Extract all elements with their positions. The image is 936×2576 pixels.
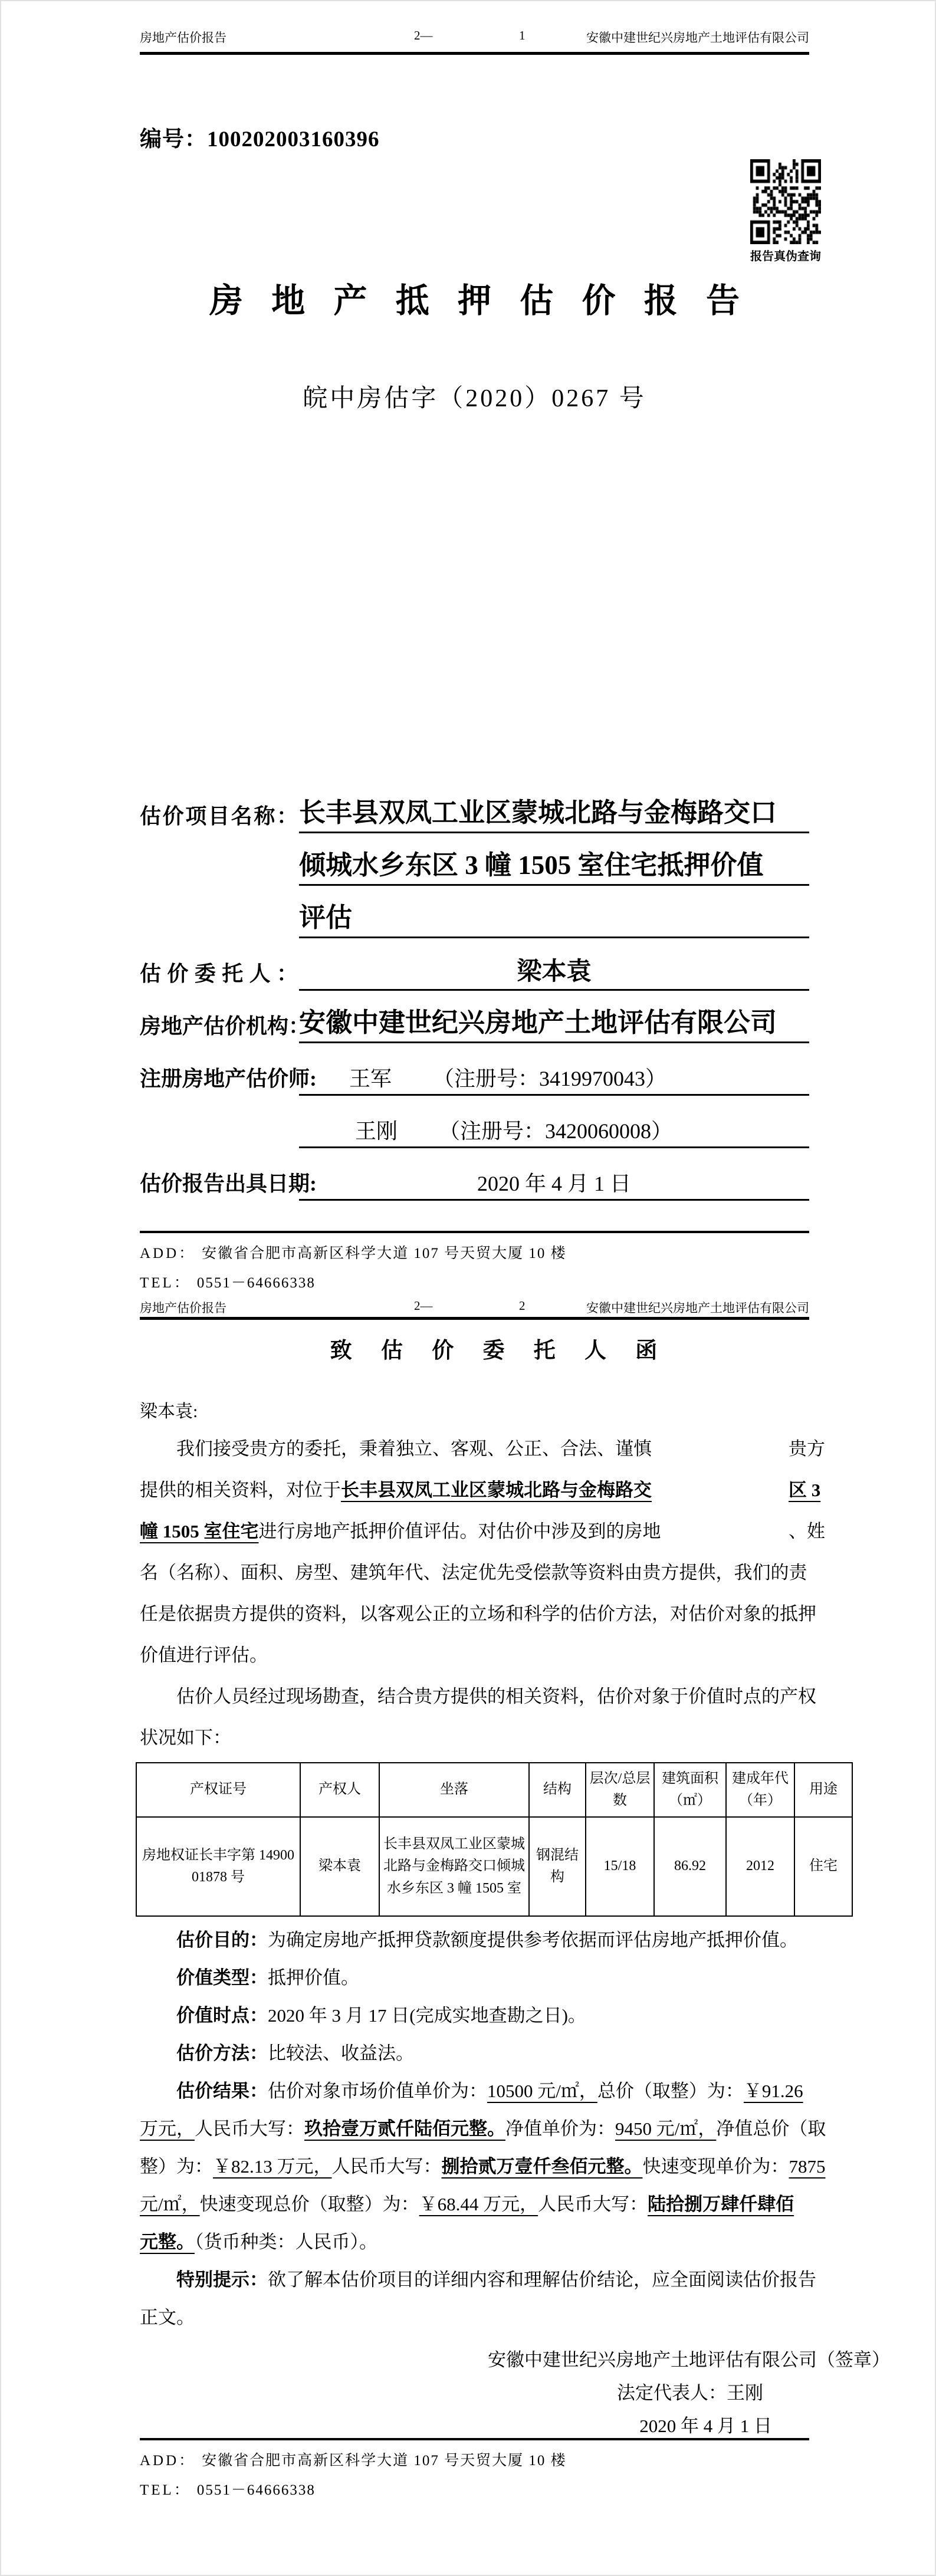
page-header: [140, 28, 809, 46]
address-label: ADD：: [140, 2453, 196, 2469]
field-client: [140, 944, 809, 997]
page-header: [140, 1299, 809, 1316]
cell-certificate-no: 房地权证长丰字第 1490001878 号: [136, 1817, 300, 1916]
cell-owner: 梁本袁: [300, 1817, 379, 1916]
section-label: 估价结果：: [176, 2081, 268, 2101]
line-fragment: 、姓: [789, 1521, 825, 1542]
field-value: [299, 1119, 809, 1148]
section-label: 估价目的：: [176, 1930, 268, 1950]
section-text: 2020 年 3 月 17 日(完成实地查勘之日)。: [268, 2005, 586, 2026]
letter-line-2: [140, 1470, 925, 1511]
quick-sale-unit-price: 元/㎡，: [140, 2194, 200, 2214]
field-appraiser-1: [140, 1049, 809, 1102]
cell-location: 长丰县双凤工业区蒙城北路与金梅路交口倾城水乡东区 3 幢 1505 室: [379, 1817, 529, 1916]
result-line-1: [140, 2072, 925, 2110]
line-text: 我们接受贵方的委托，秉着独立、客观、公正、合法、谨慎: [176, 1438, 652, 1459]
result-text: 人民币大写：: [331, 2156, 442, 2177]
header-doc-type: 房地产估价报告: [140, 31, 226, 45]
field-label: 注册房地产估价师:: [140, 1067, 317, 1090]
page-2: [1, 1289, 936, 2576]
result-text: （货币种类：人民币）。: [195, 2232, 377, 2252]
col-structure: 结构: [529, 1763, 586, 1817]
field-label: 房地产估价机构：: [140, 1014, 310, 1038]
header-rule: [140, 1317, 809, 1320]
header-company: 安徽中建世纪兴房地产土地评估有限公司: [586, 1301, 809, 1315]
field-agency: [140, 997, 809, 1049]
header-page-number: 2: [519, 1299, 526, 1313]
amount-in-words: 捌拾贰万壹仟叁佰元整。: [441, 2156, 643, 2177]
report-number: [140, 121, 380, 153]
property-address-underlined: 长丰县双凤工业区蒙城北路与金梅路交: [341, 1480, 652, 1500]
phone-value: 0551－64666338: [196, 1275, 316, 1291]
result-line-5: [140, 2223, 925, 2261]
col-year-built: 建成年代（年）: [726, 1763, 794, 1817]
cell-floor: 15/18: [586, 1817, 654, 1916]
field-project-name: [140, 787, 809, 839]
phone-value: 0551－64666338: [196, 2482, 316, 2498]
result-text: 快速变现单价为：: [642, 2156, 789, 2177]
appraiser-reg-no: （注册号：3419970043）: [433, 1066, 667, 1090]
col-floor: 层次/总层数: [586, 1763, 654, 1817]
quick-sale-total-price: ￥68.44 万元，: [419, 2194, 538, 2214]
field-value: 长丰县双凤工业区蒙城北路与金梅路交口: [299, 798, 809, 833]
section-text: 比较法、收益法。: [268, 2043, 414, 2064]
address-value: 安徽省合肥市高新区科学大道 107 号天贸大厦 10 楼: [202, 2453, 567, 2469]
letter-line-5: 任是依据贵方提供的资料，以客观公正的立场和科学的估价方法，对估价对象的抵押: [140, 1604, 816, 1624]
letter-line-1: [140, 1428, 925, 1470]
field-value: 倾城水乡东区 3 幢 1505 室住宅抵押价值: [299, 850, 809, 886]
qr-caption: 报告真伪查询: [750, 250, 821, 263]
footer-rule: [140, 2438, 809, 2440]
section-label: 估价方法：: [176, 2043, 268, 2064]
header-pages-total: 2—: [414, 1299, 433, 1313]
letter-line-4: 名（名称）、面积、房型、建筑年代、法定优先受偿款等资料由贵方提供，我们的责: [140, 1562, 807, 1583]
value-type-line: [140, 1959, 925, 1997]
header-pages-total: 2—: [414, 28, 433, 42]
page-footer: [140, 1231, 819, 1292]
field-value: 2020 年 4 月 1 日: [299, 1172, 809, 1201]
line-fragment: 贵方: [789, 1438, 825, 1459]
letter-line-7: 估价人员经过现场勘查，结合贵方提供的相关资料，估价对象于价值时点的产权: [176, 1686, 816, 1707]
cell-year-built: 2012: [726, 1817, 794, 1916]
result-text: 整）为：: [140, 2156, 213, 2177]
field-label: 估价委托人：: [140, 962, 298, 985]
section-text: 为确定房地产抵押贷款额度提供参考依据而评估房地产抵押价值。: [268, 1930, 798, 1950]
signature-date: 2020 年 4 月 1 日: [639, 2416, 772, 2436]
field-value: [299, 1067, 809, 1096]
table-row: [136, 1817, 852, 1916]
section-label: 特别提示：: [176, 2269, 268, 2290]
table-header-row: [136, 1763, 852, 1817]
col-owner: 产权人: [300, 1763, 379, 1817]
footer-rule: [140, 1231, 809, 1233]
method-line: [140, 2035, 925, 2072]
page-footer: [140, 2438, 819, 2499]
field-appraiser-2: [140, 1102, 809, 1154]
col-area: 建筑面积（㎡）: [654, 1763, 726, 1817]
amount-in-words: 陆拾捌万肆仟肆佰: [648, 2194, 794, 2214]
unit-price-value: 10500 元/㎡，: [487, 2081, 597, 2101]
cell-use: 住宅: [794, 1817, 852, 1916]
footer-phone-line: [140, 2478, 819, 2499]
header-doc-type: 房地产估价报告: [140, 1301, 226, 1315]
letter-line-8: 状况如下：: [140, 1727, 231, 1748]
net-unit-price-value: 9450 元/㎡，: [615, 2118, 717, 2139]
phone-label: TEL：: [140, 1275, 191, 1291]
footer-address-line: [140, 1241, 819, 1263]
letter-body: [140, 1428, 925, 1759]
col-use: 用途: [794, 1763, 852, 1817]
letter-salutation: 梁本袁:: [140, 1402, 198, 1421]
footer-address-line: [140, 2449, 819, 2470]
result-line-4: [140, 2186, 925, 2223]
result-text: 估价对象市场价值单价为：: [268, 2081, 487, 2101]
value-date-line: [140, 1997, 925, 2035]
line-fragment: 区 3: [789, 1480, 821, 1500]
header-page-number: 1: [519, 28, 526, 42]
result-text: 人民币大写：: [538, 2194, 648, 2214]
result-line-2: [140, 2110, 925, 2148]
page-1: [1, 1, 936, 1289]
cell-area: 86.92: [654, 1817, 726, 1916]
result-line-3: [140, 2148, 925, 2186]
report-subtitle: 皖中房估字（2020）0267 号: [303, 385, 646, 412]
amount-in-words: 元整。: [140, 2232, 195, 2252]
field-project-name-line3: [140, 892, 809, 944]
notice-line-2: 正文。: [140, 2307, 195, 2328]
field-value: 评估: [299, 903, 809, 938]
signature-company: 安徽中建世纪兴房地产土地评估有限公司（签章）: [488, 2350, 890, 2370]
cell-structure: 钢混结构: [529, 1817, 586, 1916]
appraiser-name: 王军: [349, 1066, 392, 1090]
section-label: 价值类型：: [176, 1967, 268, 1988]
field-label: 估价项目名称：: [140, 804, 298, 828]
cover-fields: [140, 787, 809, 1207]
appraiser-reg-no: （注册号：3420060008）: [439, 1119, 673, 1143]
section-text: 欲了解本估价项目的详细内容和理解估价结论，应全面阅读估价报告: [268, 2269, 816, 2290]
quick-sale-unit-price: 7875: [789, 2156, 826, 2177]
summary-sections: [140, 1921, 925, 2337]
property-address-underlined: 幢 1505 室住宅: [140, 1521, 259, 1542]
letter-title: 致 估 价 委 托 人 函: [330, 1339, 658, 1363]
line-text: 进行房地产抵押价值评估。对估价中涉及到的房地: [258, 1521, 661, 1542]
result-text: 净值总价（取: [716, 2118, 826, 2139]
total-price-value: 万元，: [140, 2118, 195, 2139]
header-rule: [140, 52, 809, 55]
appraiser-name: 王刚: [355, 1119, 398, 1143]
col-certificate-no: 产权证号: [136, 1763, 300, 1817]
header-company: 安徽中建世纪兴房地产土地评估有限公司: [586, 31, 809, 45]
letter-line-3: [140, 1511, 925, 1552]
property-rights-table: [136, 1762, 853, 1917]
phone-label: TEL：: [140, 2482, 191, 2498]
address-value: 安徽省合肥市高新区科学大道 107 号天贸大厦 10 楼: [202, 1246, 567, 1261]
qr-code: [750, 159, 821, 244]
field-issue-date: [140, 1154, 809, 1207]
section-label: 价值时点：: [176, 2005, 268, 2026]
purpose-line: [140, 1921, 925, 1959]
col-location: 坐落: [379, 1763, 529, 1817]
letter-content: [140, 1333, 925, 2443]
report-number-label: 编号：: [140, 127, 207, 152]
letter-line-6: 价值进行评估。: [140, 1645, 268, 1665]
result-text: 快速变现总价（取整）为：: [199, 2194, 419, 2214]
result-text: 总价（取整）为：: [597, 2081, 744, 2101]
amount-in-words: 玖拾壹万贰仟陆佰元整。: [304, 2118, 505, 2139]
report-title: 房 地 产 抵 押 估 价 报 告: [209, 282, 740, 320]
line-text: 提供的相关资料，对位于: [140, 1480, 341, 1500]
result-text: 净值单价为：: [505, 2118, 615, 2139]
report-number-value: 100202003160396: [207, 127, 380, 152]
net-total-price-value: ￥82.13 万元，: [213, 2156, 332, 2177]
signature-legal-rep: 法定代表人：王刚: [617, 2383, 763, 2403]
total-price-value: ￥91.26: [743, 2081, 803, 2101]
result-text: 人民币大写：: [195, 2118, 304, 2139]
address-label: ADD：: [140, 1246, 196, 1261]
field-value: 安徽中建世纪兴房地产土地评估有限公司: [299, 1008, 809, 1043]
field-project-name-line2: [140, 839, 809, 892]
field-label: 估价报告出具日期:: [140, 1172, 317, 1195]
notice-line-1: [140, 2261, 925, 2299]
field-value: 梁本袁: [299, 958, 809, 991]
section-text: 抵押价值。: [268, 1967, 359, 1988]
